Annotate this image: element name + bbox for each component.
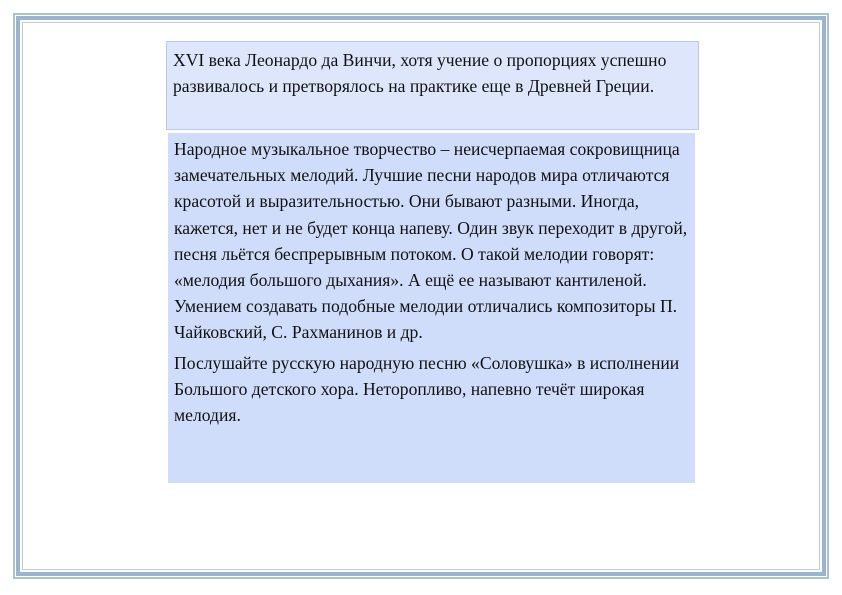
main-paragraph-1: Народное музыкальное творчество – неисчерпаемая сокровищница замечательных мелодий. Лучшие песни народов мира отличаются красотой и выразительностью. Они бывают разными. Иногда, кажется, нет и не будет конца напеву. Один звук переходит в другой, песня льётся беспрерывным потоком. О такой мелодии говорят: «мелодия большого дыхания». А ещё ее называют кантиленой. Умением создавать подобные мелодии отличались композиторы П. Чайковский, С. Рахманинов и др. — [174, 139, 688, 343]
main-paragraph-2: Послушайте русскую народную песню «Соловушка» в исполнении Большого детского хора. Неторопливо, напевно течёт широкая мелодия. — [174, 352, 680, 426]
intro-paragraph: XVI века Леонардо да Винчи, хотя учение о пропорциях успешно развивалось и претворялось на практике еще в Древней Греции. — [173, 50, 667, 97]
main-text-box — [168, 133, 695, 483]
intro-text-box — [166, 41, 699, 130]
